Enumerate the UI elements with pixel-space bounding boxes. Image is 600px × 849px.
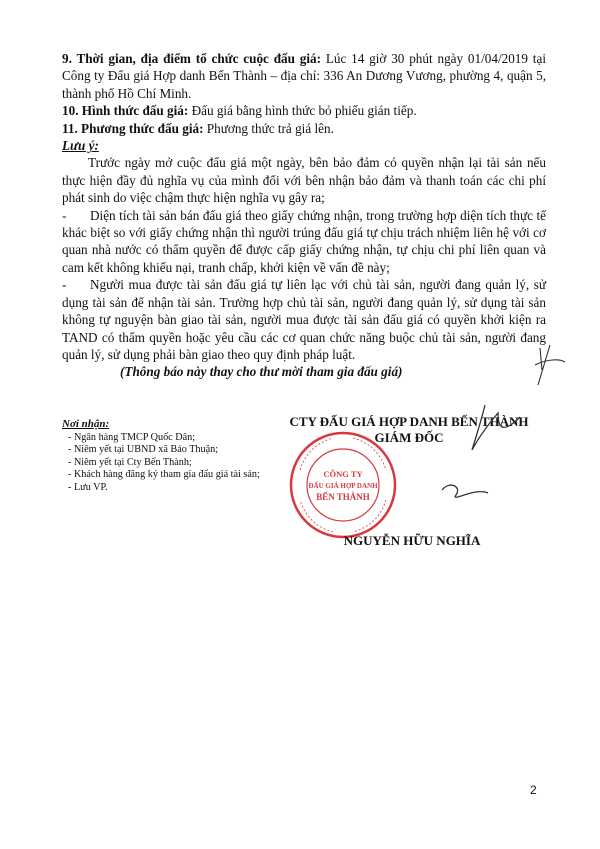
page-number: 2	[530, 783, 537, 797]
section-10-text: Đấu giá bằng hình thức bỏ phiếu gián tiếp.	[188, 103, 417, 119]
section-11	[62, 120, 546, 137]
section-10	[62, 102, 546, 119]
seal-center-line-3: BẾN THÀNH	[316, 492, 370, 502]
recipient-item: - Khách hàng đăng ký tham gia đấu giá tài sản;	[62, 469, 272, 482]
recipients-list	[62, 432, 272, 495]
note-paragraph-2-text: Diện tích tài sản bán đấu giá theo giấy chứng nhận, trong trường hợp diện tích thực tế khác biệt so với giấy chứng nhận thì người trúng đấu giá tự chịu trách nhiệm liên hệ với cơ quan nhà nước có thẩm quyền để được cấp giấy chứng nhận, tự chịu chi phí liên quan và cam kết không khiếu nại, tranh chấp, khởi kiện về vấn đề này;	[62, 207, 546, 275]
note-paragraph-3	[62, 276, 546, 363]
signature-company: CTY ĐẤU GIÁ HỢP DANH BẾN THÀNH	[289, 414, 529, 429]
section-11-text: Phương thức trả giá lên.	[203, 120, 334, 136]
body-text	[62, 50, 546, 381]
closing-note: (Thông báo này thay cho thư mời tham gia đấu giá)	[120, 364, 403, 380]
recipient-item: - Niêm yết tại UBND xã Bảo Thuận;	[62, 444, 272, 457]
note-paragraph-2	[62, 207, 546, 277]
section-9-label: 9. Thời gian, địa điểm tổ chức cuộc đấu giá:	[62, 51, 322, 66]
note-paragraph-1: Trước ngày mở cuộc đấu giá một ngày, bên bảo đảm có quyền nhận lại tài sản nếu thực hiện đầy đủ nghĩa vụ của mình đối với bên nhận bảo đảm và thanh toán các chi phí phát sinh do việc chậm thực hiện nghĩa vụ gây ra;	[62, 155, 546, 206]
handwritten-signature	[380, 395, 530, 515]
initial-stroke	[535, 345, 565, 385]
seal-center-line-2: ĐẤU GIÁ HỢP DANH	[308, 482, 378, 490]
note-paragraph-3-text: Người mua được tài sản đấu giá tự liên lạc với chủ tài sản, người đang quản lý, sử dụng tài sản để nhận tài sản. Trường hợp chủ tài sản, người đang quản lý, sử dụng tài sản không tự nguyện bàn giao tài sản, người mua được tài sản đấu giá có quyền khởi kiện ra TAND có thẩm quyền hoặc yêu cầu các cơ quan chức năng buộc chủ tài sản, người đang quản lý, sử dụng phải bàn giao theo quy định pháp luật.	[62, 277, 546, 362]
seal-center-line-1: CÔNG TY	[323, 469, 363, 479]
dash-marker: -	[62, 277, 67, 293]
recipients-title: Nơi nhận:	[62, 418, 110, 430]
dash-marker: -	[62, 207, 67, 223]
section-9-text: Lúc 14 giờ 30 phút ngày 01/04/2019 tại Công ty Đấu giá Hợp danh Bến Thành – địa chỉ: 336 An Dương Vương, phường 4, quận 5, thành phố Hồ Chí Minh.	[62, 51, 546, 101]
recipients-block	[62, 418, 272, 495]
recipient-item: - Ngân hàng TMCP Quốc Dân;	[62, 432, 272, 445]
note-heading: Lưu ý:	[62, 138, 99, 154]
section-9	[62, 50, 546, 102]
signature-role: GIÁM ĐỐC	[374, 430, 444, 445]
signature-stroke	[442, 405, 520, 497]
recipient-item: - Niêm yết tại Cty Bến Thành;	[62, 457, 272, 470]
recipient-item: - Lưu VP.	[62, 482, 272, 495]
signer-name: NGUYỄN HỮU NGHĨA	[343, 533, 481, 548]
section-10-label: 10. Hình thức đấu giá:	[62, 103, 189, 119]
margin-initial	[530, 340, 570, 390]
section-11-label: 11. Phương thức đấu giá:	[62, 120, 204, 136]
